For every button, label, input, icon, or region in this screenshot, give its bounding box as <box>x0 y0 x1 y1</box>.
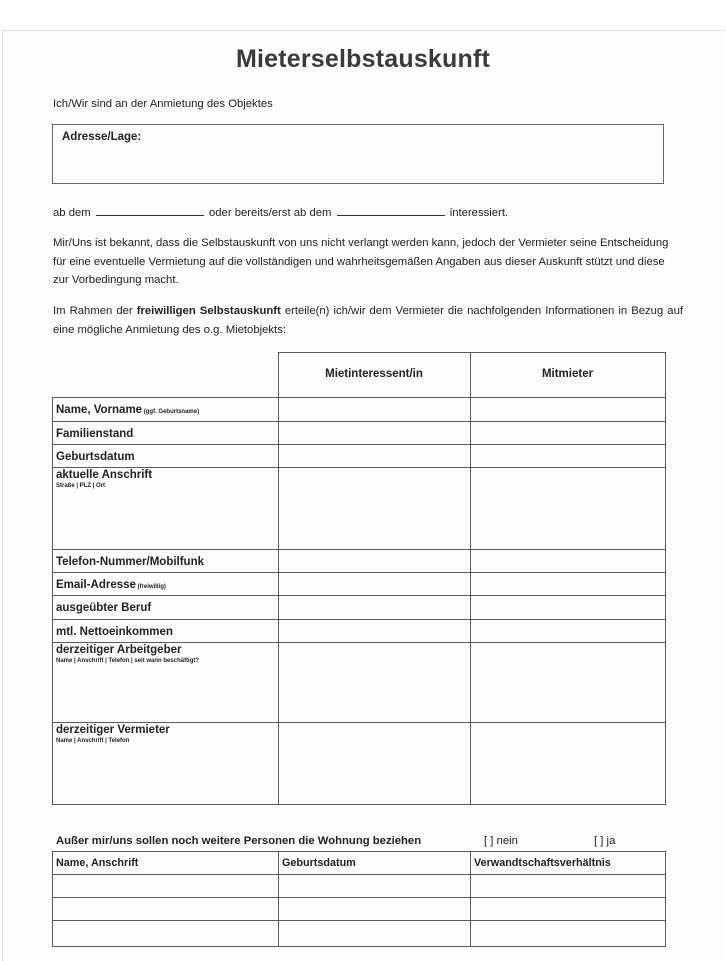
date-from-label: ab dem <box>53 207 91 219</box>
row-sublabel: Straße | PLZ | Ort <box>56 483 106 489</box>
row-label: Telefon-Nummer/Mobilfunk <box>56 556 205 568</box>
persons-col-header: Verwandtschaftsverhältnis <box>474 857 611 869</box>
row-label: aktuelle Anschrift <box>56 469 153 481</box>
col-header-cotenant: Mitmieter <box>541 368 594 380</box>
cotenant-cell[interactable] <box>471 643 665 722</box>
row-note: (ggf. Geburtsname) <box>142 409 200 415</box>
row-sublabel: Name | Anschrift | Telefon <box>56 738 130 744</box>
additional-persons-question: Außer mir/uns sollen noch weitere Personen die Wohnung beziehen <box>56 835 422 847</box>
persons-cell[interactable] <box>279 921 470 946</box>
applicant-cell[interactable] <box>279 620 470 642</box>
date-alt-label: oder bereits/erst ab dem <box>208 207 332 219</box>
date-suffix: interessiert. <box>449 207 509 219</box>
applicant-cell[interactable] <box>279 445 470 467</box>
applicant-cell[interactable] <box>279 468 470 549</box>
table-border <box>52 946 666 947</box>
date-alt-field[interactable] <box>337 204 445 216</box>
voluntary-emphasis: freiwilligen Selbstauskunft <box>136 305 281 317</box>
persons-cell[interactable] <box>279 898 470 920</box>
table-border <box>665 851 666 946</box>
option-no-checkbox[interactable]: [ ] nein <box>484 835 518 847</box>
address-label: Adresse/Lage: <box>62 131 142 143</box>
date-line <box>53 204 673 223</box>
applicant-cell[interactable] <box>279 550 470 572</box>
option-yes-checkbox[interactable]: [ ] ja <box>594 835 616 847</box>
cotenant-cell[interactable] <box>471 620 665 642</box>
cotenant-cell[interactable] <box>471 445 665 467</box>
address-field[interactable] <box>52 124 664 184</box>
cotenant-cell[interactable] <box>471 550 665 572</box>
persons-col-header: Name, Anschrift <box>56 857 139 869</box>
persons-cell[interactable] <box>471 898 665 920</box>
date-from-field[interactable] <box>96 204 204 216</box>
cotenant-cell[interactable] <box>471 398 665 421</box>
persons-cell[interactable] <box>53 875 278 897</box>
cotenant-cell[interactable] <box>471 573 665 595</box>
cotenant-cell[interactable] <box>471 422 665 444</box>
paragraph-voluntary: Im Rahmen der freiwilligen Selbstauskunft erteile(n) ich/wir dem Vermieter die nachfolgenden Informationen in Bezug auf eine mögliche Anmietung des o.g. Mietobjekts: <box>53 305 683 336</box>
table-border <box>52 851 666 852</box>
persons-cell[interactable] <box>53 921 278 946</box>
cotenant-cell[interactable] <box>471 723 665 804</box>
row-sublabel: Name | Anschrift | Telefon | seit wann beschäftigt? <box>56 658 200 664</box>
table-border <box>665 352 666 805</box>
table-border <box>278 352 665 353</box>
applicant-cell[interactable] <box>279 643 470 722</box>
cotenant-cell[interactable] <box>471 596 665 619</box>
cotenant-cell[interactable] <box>471 468 665 549</box>
applicant-cell[interactable] <box>279 422 470 444</box>
row-label: Email-Adresse (freiwillig) <box>56 579 166 591</box>
persons-cell[interactable] <box>471 875 665 897</box>
persons-cell[interactable] <box>471 921 665 946</box>
persons-cell[interactable] <box>279 875 470 897</box>
persons-col-header: Geburtsdatum <box>282 857 356 869</box>
page-title: Mieterselbstauskunft <box>235 45 491 73</box>
persons-cell[interactable] <box>53 898 278 920</box>
table-border <box>52 804 666 805</box>
row-note: (freiwillig) <box>135 584 166 590</box>
table-border <box>52 397 53 804</box>
intro-text: Ich/Wir sind an der Anmietung des Objektes <box>53 98 273 110</box>
row-label: ausgeübter Beruf <box>56 602 152 614</box>
row-label: Geburtsdatum <box>56 451 135 463</box>
row-label: derzeitiger Arbeitgeber <box>56 644 182 656</box>
paragraph-disclaimer: Mir/Uns ist bekannt, dass die Selbstauskunft von uns nicht verlangt werden kann, jedoch der Vermieter seine Entscheidung für eine eventuelle Vermietung auf die vollständigen und wahrheitsgemäßen Angaben aus dieser Auskunft stützt und diese zur Vorbedingung macht. <box>53 237 669 286</box>
row-label: Familienstand <box>56 428 134 440</box>
applicant-cell[interactable] <box>279 723 470 804</box>
col-header-applicant: Mietinteressent/in <box>325 368 423 380</box>
row-label: mtl. Nettoeinkommen <box>56 626 173 638</box>
row-label: derzeitiger Vermieter <box>56 724 170 736</box>
applicant-cell[interactable] <box>279 596 470 619</box>
applicant-cell[interactable] <box>279 398 470 421</box>
applicant-cell[interactable] <box>279 573 470 595</box>
row-label: Name, Vorname (ggf. Geburtsname) <box>56 404 200 416</box>
